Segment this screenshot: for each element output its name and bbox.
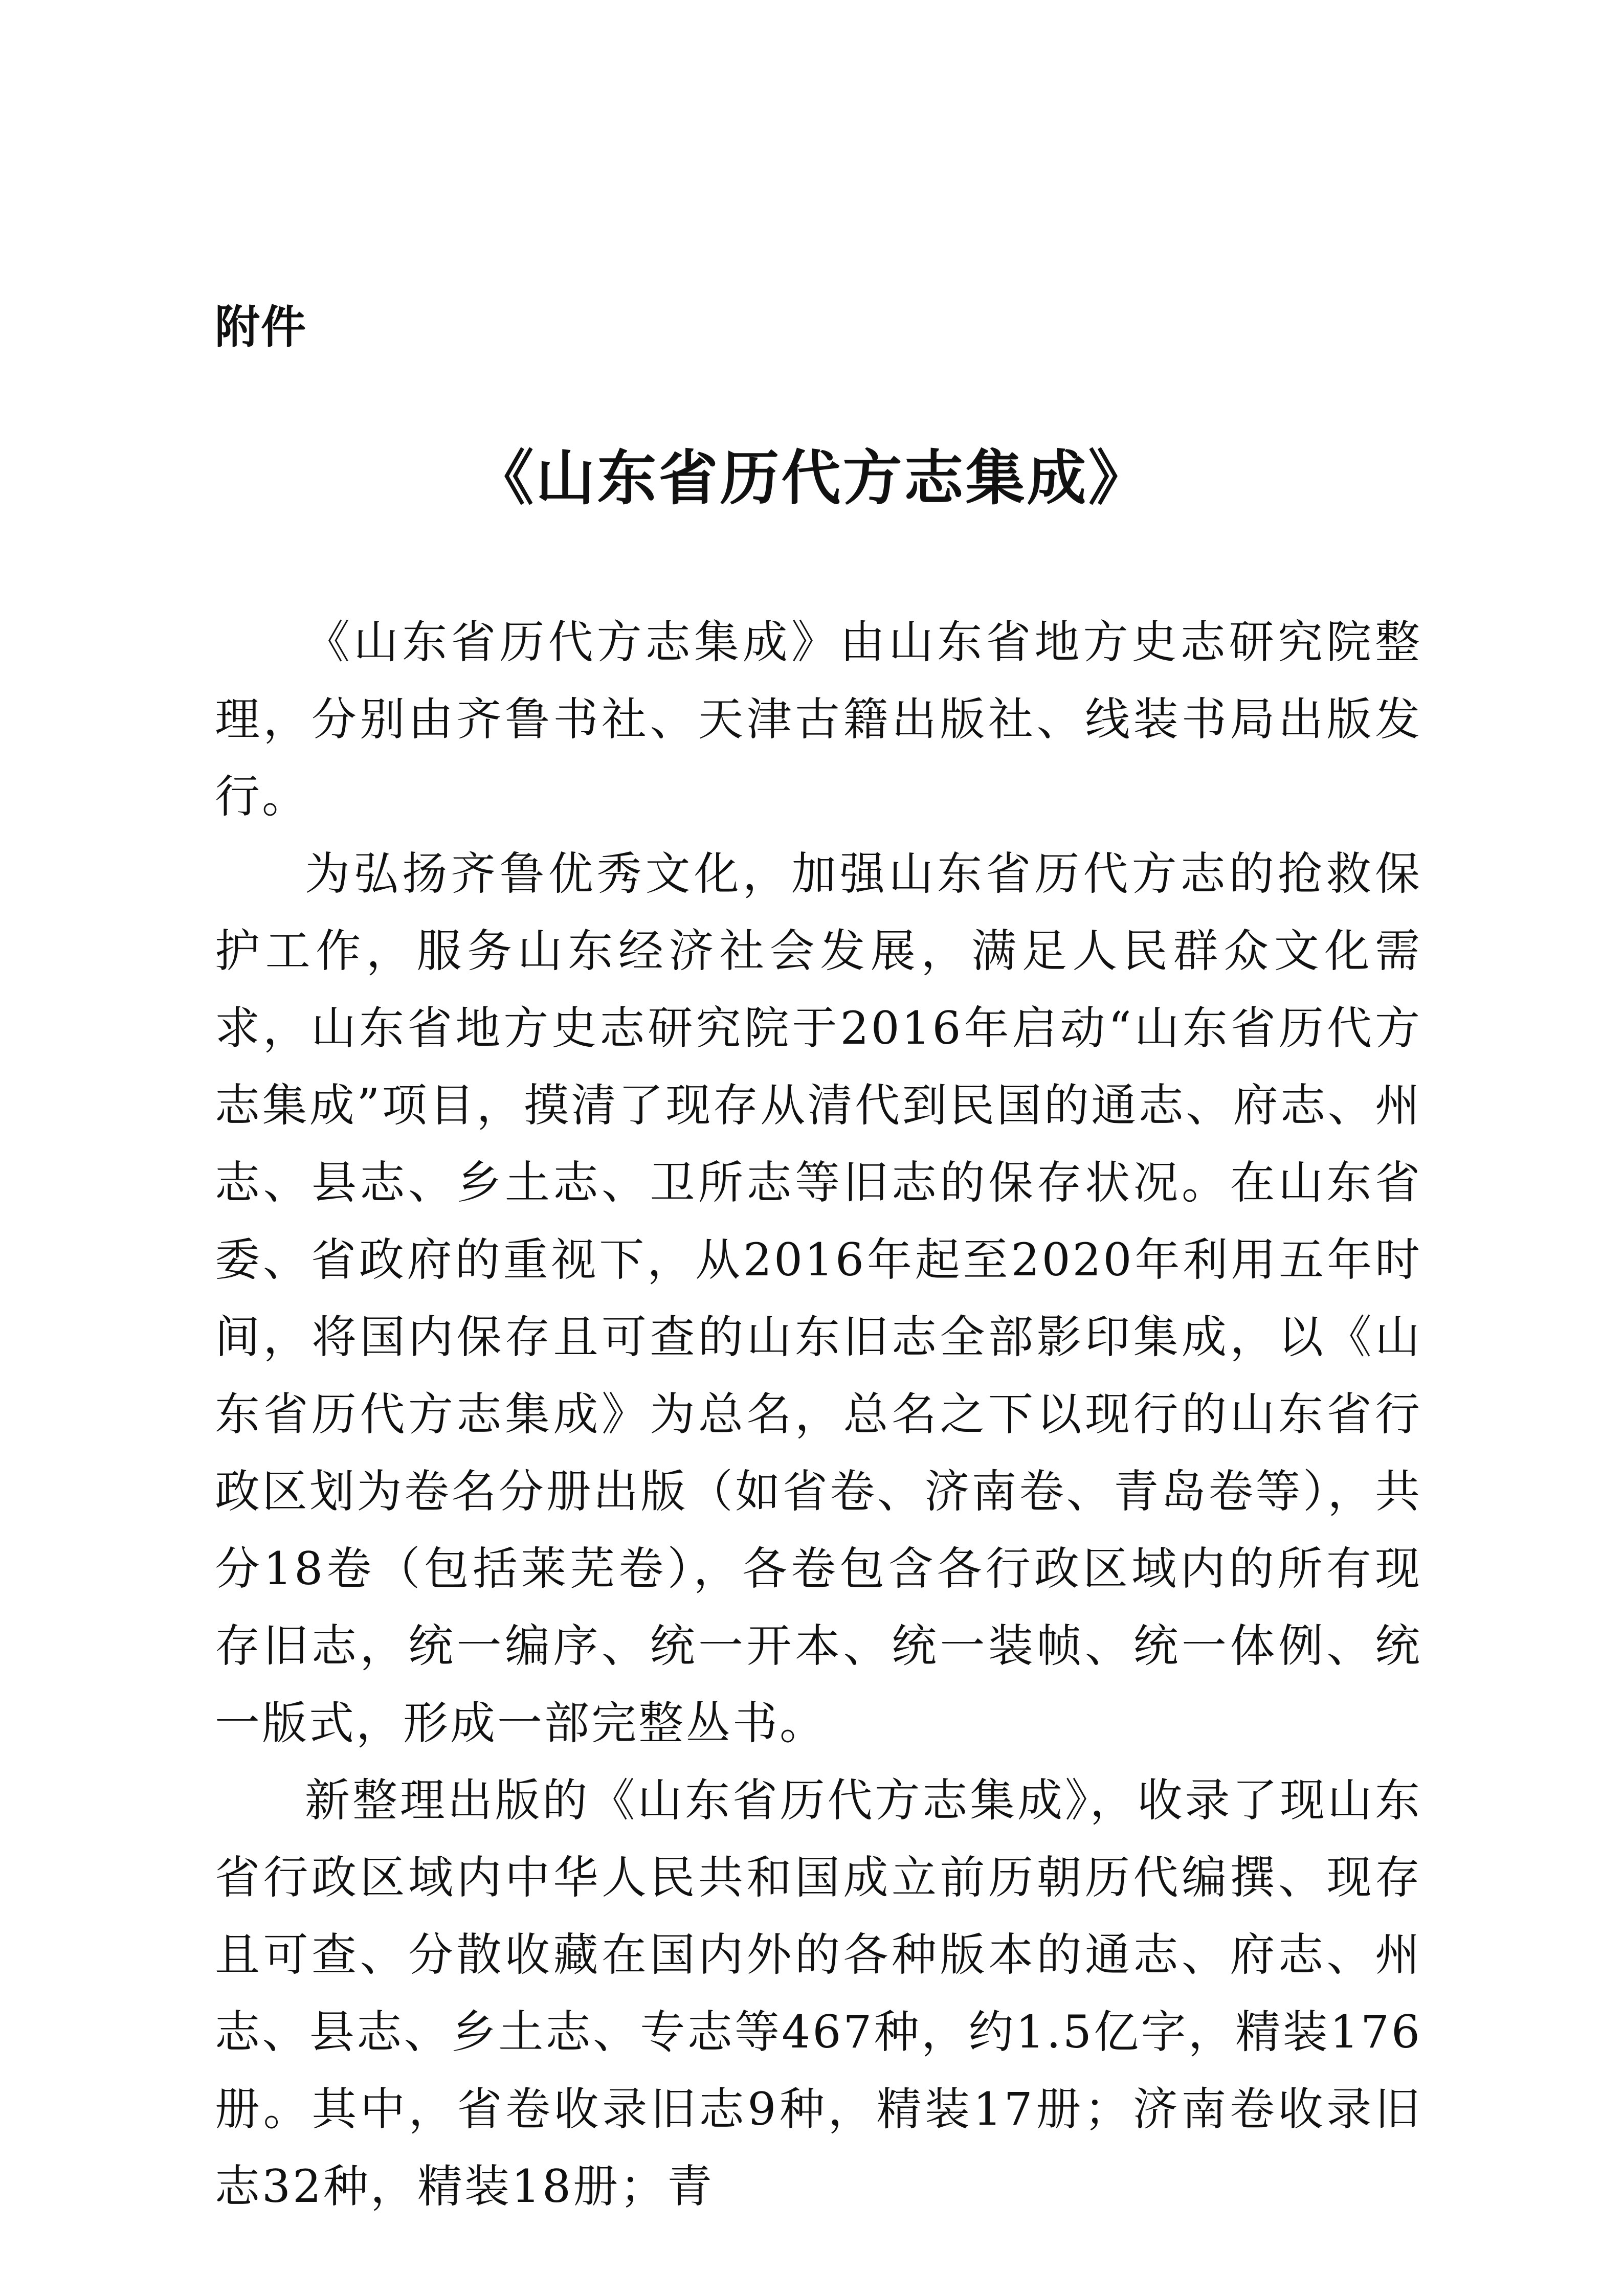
paragraph-intro: 《山东省历代方志集成》由山东省地方史志研究院整理，分别由齐鲁书社、天津古籍出版社、线装书局出版发行。 <box>215 616 1422 823</box>
attachment-label: 附件 <box>215 301 307 353</box>
document-title: 《山东省历代方志集成》 <box>474 443 1150 513</box>
document-body <box>215 603 1422 2225</box>
paragraph-project: 为弘扬齐鲁优秀文化，加强山东省历代方志的抢救保护工作，服务山东经济社会发展，满足人民群众文化需求，山东省地方史志研究院于2016年启动“山东省历代方志集成”项目，摸清了现存从清代到民国的通志、府志、州志、县志、乡土志、卫所志等旧志的保存状况。在山东省委、省政府的重视下，从2016年起至2020年利用五年时间，将国内保存且可查的山东旧志全部影印集成，以《山东省历代方志集成》为总名，总名之下以现行的山东省行政区划为卷名分册出版（如省卷、济南卷、青岛卷等），共分18卷（包括莱芜卷），各卷包含各行政区域内的所有现存旧志，统一编序、统一开本、统一装帧、统一体例、统一版式，形成一部完整丛书。 <box>215 847 1422 1749</box>
paragraph-contents: 新整理出版的《山东省历代方志集成》，收录了现山东省行政区域内中华人民共和国成立前历朝历代编撰、现存且可查、分散收藏在国内外的各种版本的通志、府志、州志、县志、乡土志、专志等467种，约1.5亿字，精装176册。其中，省卷收录旧志9种，精装17册；济南卷收录旧志32种，精装18册；青 <box>215 1774 1422 2213</box>
